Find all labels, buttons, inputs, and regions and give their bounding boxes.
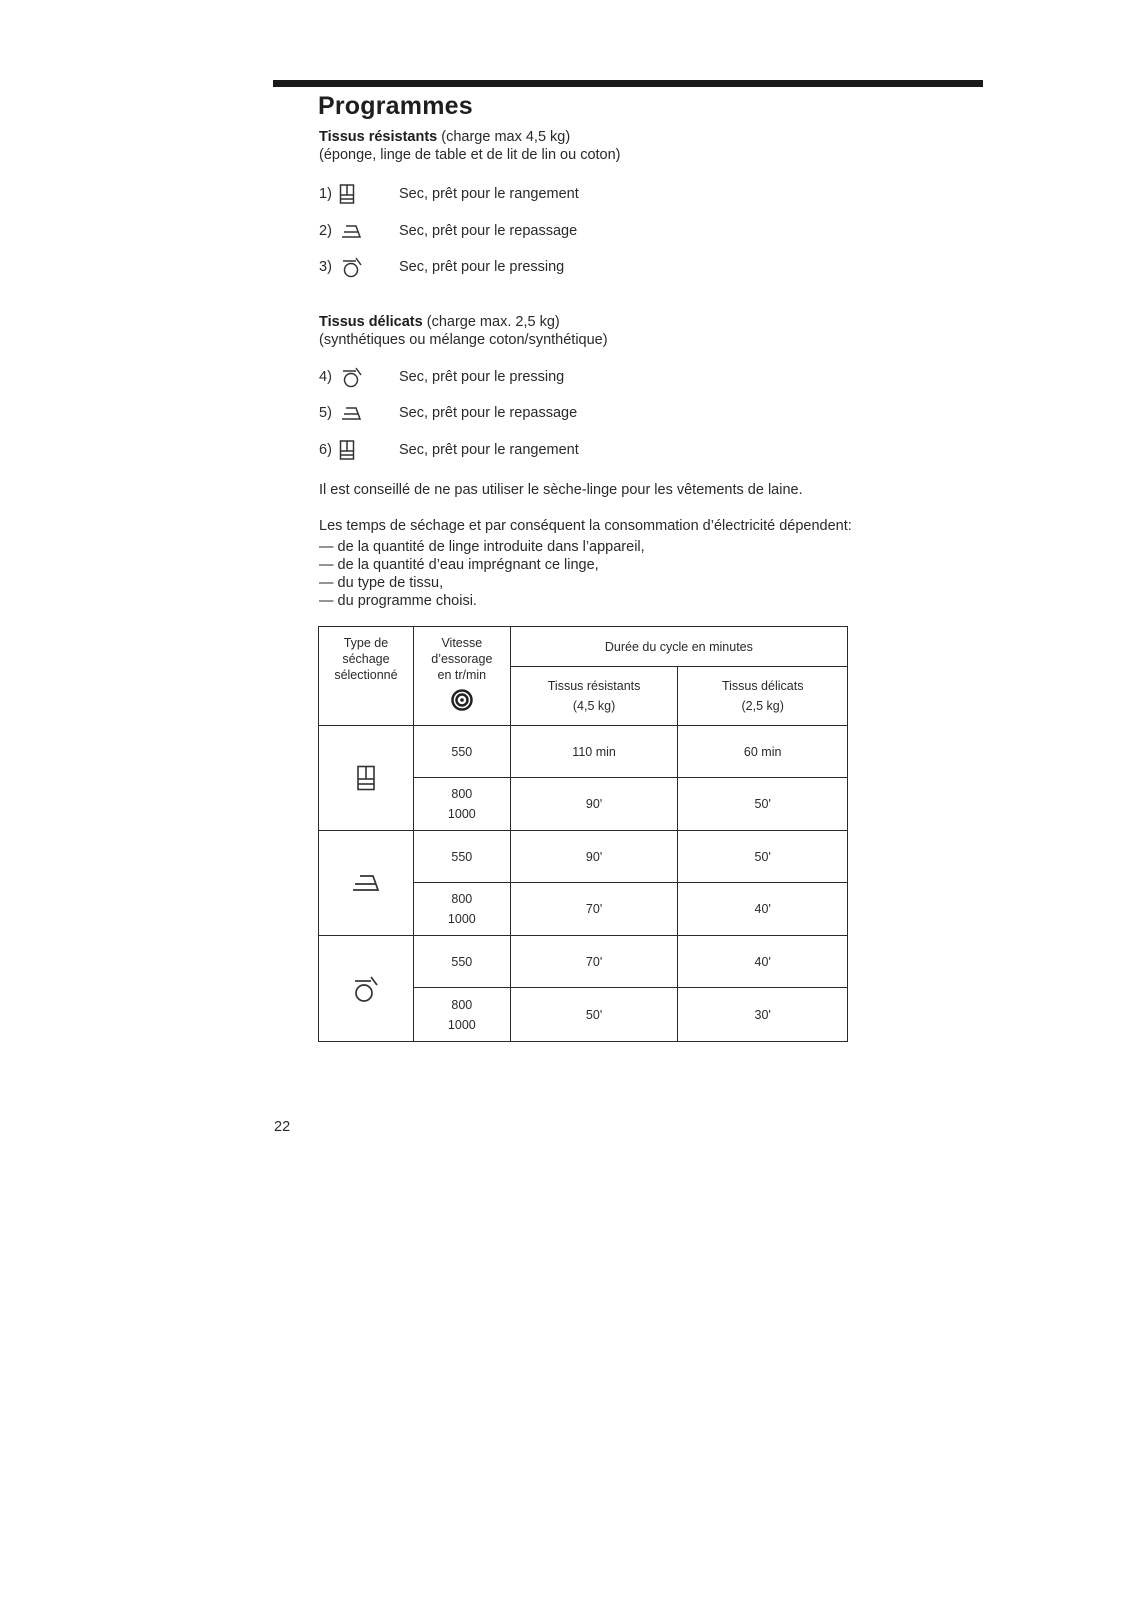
header-drying-type: Type de séchage sélectionné	[319, 627, 414, 726]
press-dry-icon	[319, 974, 413, 1004]
program-4	[319, 366, 565, 388]
drying-time-table	[318, 626, 848, 1042]
spin-icon	[414, 689, 510, 711]
section-delicate-load: (charge max. 2,5 kg)	[426, 314, 560, 330]
press-dry-icon	[339, 256, 369, 278]
section-resistant-examples: (éponge, linge de table et de lit de lin ou coton)	[319, 147, 621, 163]
press-dry-cell	[319, 936, 414, 1042]
section-resistant-load: (charge max 4,5 kg)	[441, 129, 571, 145]
program-description: Sec, prêt pour le pressing	[399, 369, 565, 385]
list-item: — de la quantité de linge introduite dans l’appareil,	[319, 538, 645, 556]
program-description: Sec, prêt pour le rangement	[399, 186, 579, 202]
section-resistant-header	[319, 128, 621, 164]
cupboard-dry-icon	[339, 439, 369, 461]
resistant-time-cell: 50'	[510, 988, 678, 1042]
header-rule	[273, 80, 983, 87]
program-number: 3)	[319, 259, 332, 275]
header-cycle-duration: Durée du cycle en minutes	[510, 627, 847, 667]
program-number: 6)	[319, 442, 332, 458]
press-dry-icon	[339, 366, 369, 388]
program-description: Sec, prêt pour le repassage	[399, 223, 578, 239]
program-number: 2)	[319, 223, 332, 239]
drying-intro: Les temps de séchage et par conséquent la consommation d’électricité dépendent:	[319, 518, 852, 534]
program-number: 5)	[319, 405, 332, 421]
delicate-time-cell: 30'	[678, 988, 848, 1042]
speed-cell: 800 1000	[413, 883, 510, 936]
program-6	[319, 439, 579, 461]
iron-dry-icon	[339, 220, 369, 242]
delicate-time-cell: 40'	[678, 936, 848, 988]
delicate-time-cell: 50'	[678, 831, 848, 883]
resistant-time-cell: 90'	[510, 778, 678, 831]
section-delicate-heading: Tissus délicats	[319, 314, 423, 330]
page-title: Programmes	[318, 92, 473, 120]
program-description: Sec, prêt pour le rangement	[399, 442, 579, 458]
delicate-time-cell: 60 min	[678, 726, 848, 778]
speed-cell: 550	[413, 726, 510, 778]
section-delicate-header	[319, 313, 608, 349]
program-description: Sec, prêt pour le repassage	[399, 405, 578, 421]
list-item: — du type de tissu,	[319, 574, 645, 592]
delicate-time-cell: 40'	[678, 883, 848, 936]
delicate-time-cell: 50'	[678, 778, 848, 831]
resistant-time-cell: 90'	[510, 831, 678, 883]
section-resistant-heading: Tissus résistants	[319, 129, 438, 145]
iron-dry-icon	[319, 873, 413, 893]
speed-cell: 550	[413, 831, 510, 883]
wool-note: Il est conseillé de ne pas utiliser le sèche-linge pour les vêtements de laine.	[319, 482, 803, 498]
section-delicate-examples: (synthétiques ou mélange coton/synthétique)	[319, 332, 608, 348]
cupboard-dry-icon	[319, 765, 413, 791]
list-item: — du programme choisi.	[319, 592, 645, 610]
iron-dry-icon	[339, 402, 369, 424]
program-number: 4)	[319, 369, 332, 385]
cupboard-dry-icon	[339, 183, 369, 205]
speed-cell: 800 1000	[413, 988, 510, 1042]
cupboard-dry-cell	[319, 726, 414, 831]
program-number: 1)	[319, 186, 332, 202]
program-5	[319, 402, 578, 424]
resistant-time-cell: 70'	[510, 936, 678, 988]
header-spin-speed: Vitesse d’essorage en tr/min	[413, 627, 510, 726]
resistant-time-cell: 110 min	[510, 726, 678, 778]
program-description: Sec, prêt pour le pressing	[399, 259, 565, 275]
page-number: 22	[274, 1119, 291, 1135]
list-item: — de la quantité d’eau imprégnant ce linge,	[319, 556, 645, 574]
speed-cell: 800 1000	[413, 778, 510, 831]
drying-factors-list	[319, 538, 645, 610]
program-2	[319, 220, 578, 242]
header-delicate: Tissus délicats (2,5 kg)	[678, 667, 848, 726]
iron-dry-cell	[319, 831, 414, 936]
program-1	[319, 183, 579, 205]
header-resistant: Tissus résistants (4,5 kg)	[510, 667, 678, 726]
speed-cell: 550	[413, 936, 510, 988]
resistant-time-cell: 70'	[510, 883, 678, 936]
program-3	[319, 256, 565, 278]
